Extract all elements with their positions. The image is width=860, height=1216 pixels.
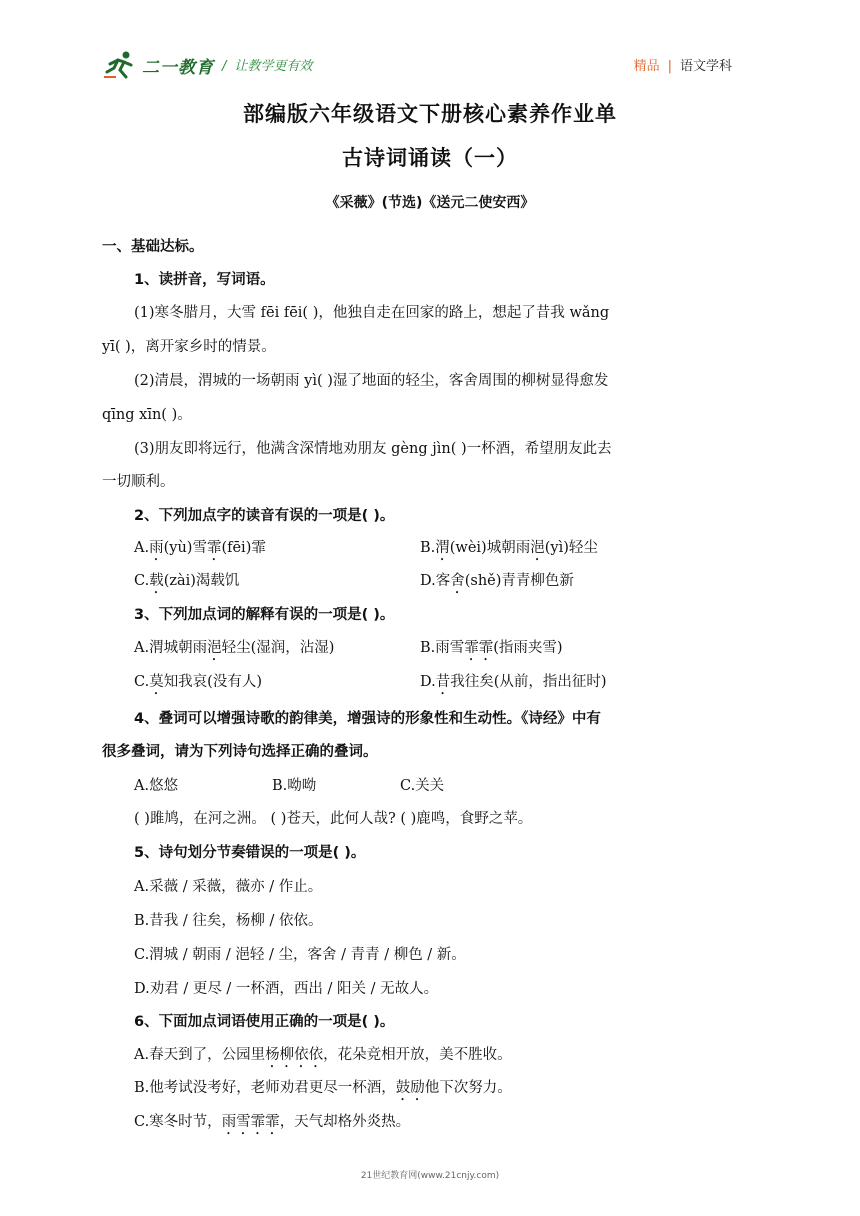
document-subtitle: 古诗词诵读（一） [342,146,518,170]
dotted-char: 渭 [435,540,450,556]
document-title: 部编版六年级语文下册核心素养作业单 [243,102,617,126]
option-text: (fēi)霏 [221,540,266,556]
slogan-text: 让教学更有效 [234,59,313,74]
option-text: 轻尘(湿润，沾湿) [221,640,335,656]
dotted-char: 浥 [207,640,222,656]
q4-option-a: A.悠悠 [134,778,179,794]
q3-option-c [134,670,262,698]
brand-logo [104,50,214,80]
option-text: ，天气却格外炎热。 [279,1114,411,1130]
q1-sentence-2a: (2)清晨，渭城的一场朝雨 yì( )湿了地面的轻尘，客舍周围的柳树显得愈发 [134,373,609,389]
option-text: (yù)雪 [163,540,207,556]
option-text: D.客 [420,573,451,589]
page-header [0,0,860,90]
logo-text: 二一教育 [142,57,214,78]
q5-option-a: A.采薇 / 采薇，薇亦 / 作止。 [134,879,323,895]
option-text: B.雨雪 [420,640,465,656]
option-text: 劝君更尽一杯酒 [279,1080,382,1096]
option-text: A.渭城朝雨 [134,640,208,656]
option-text: A. [134,540,150,556]
q3-option-a [134,636,334,664]
q6-option-b [134,1076,512,1104]
question-4-title-line1: 4、叠词可以增强诗歌的韵律美，增强诗的形象性和生动性。《诗经》中有 [134,711,601,727]
q2-option-a [134,536,266,564]
q4-option-c: C.关关 [400,778,445,794]
question-3-title: 3、下列加点词的解释有误的一项是( )。 [134,607,395,623]
option-text: A.春天到了，公园里 [134,1047,266,1063]
poem-titles: 《采薇》(节选)《送元二使安西》 [325,195,535,211]
question-2-title: 2、下列加点字的读音有误的一项是( )。 [134,508,395,524]
header-right [634,55,732,74]
option-text: (yì)轻尘 [544,540,598,556]
header-divider: | [667,59,672,74]
option-text: 知我哀(没有人) [163,674,263,690]
option-text: C.寒冬时节， [134,1114,222,1130]
option-text: ，花朵竞相开放，美不胜收。 [323,1047,512,1063]
q1-sentence-1a: (1)寒冬腊月，大雪 fēi fēi( )，他独自走在回家的路上，想起了昔我 wǎng [134,305,610,321]
dotted-char: 载 [149,573,164,589]
dotted-char: 霏霏 [464,640,494,656]
option-text: 他下次努力。 [424,1080,512,1096]
slogan [222,55,312,74]
slogan-slash: / [222,59,227,74]
q4-option-b: B.呦呦 [272,778,317,794]
dotted-phrase: 鼓励 [395,1080,425,1096]
page-footer: 21世纪教育网(www.21cnjy.com) [360,1171,500,1181]
option-text: ， [381,1080,396,1096]
option-text: C. [134,573,150,589]
option-text: C. [134,674,150,690]
option-text: (wèi)城朝雨 [449,540,531,556]
question-1-title: 1、读拼音，写词语。 [134,272,275,288]
subject-label: 语文学科 [679,59,732,74]
option-text: 我往矣(从前，指出征时) [450,674,607,690]
dotted-char: 浥 [530,540,545,556]
dotted-phrase: 杨柳依依 [265,1047,324,1063]
option-text: (shě)青青柳色新 [464,573,574,589]
q1-sentence-2b: qīng xīn( )。 [102,407,192,423]
dotted-char: 雨 [149,540,164,556]
question-6-title: 6、下面加点词语使用正确的一项是( )。 [134,1014,395,1030]
q1-sentence-1b: yī( )，离开家乡时的情景。 [102,339,276,355]
section-heading: 一、基础达标。 [102,239,204,255]
q2-option-d [420,569,574,597]
q5-option-c: C.渭城 / 朝雨 / 浥轻 / 尘，客舍 / 青青 / 柳色 / 新。 [134,947,466,963]
q3-option-d [420,670,607,698]
option-text: D. [420,674,436,690]
question-4-title-line2: 很多叠词，请为下列诗句选择正确的叠词。 [102,744,378,760]
q6-option-a [134,1043,512,1071]
dotted-char: 莫 [149,674,164,690]
runner-logo-icon [104,50,138,80]
q2-option-b [420,536,598,564]
q1-sentence-3b: 一切顺利。 [102,474,175,490]
dotted-char: 舍 [450,573,465,589]
q3-option-b [420,636,563,664]
q5-option-d: D.劝君 / 更尽 / 一杯酒，西出 / 阳关 / 无故人。 [134,981,439,997]
q6-option-c [134,1110,410,1138]
q4-blanks: ( )雎鸠，在河之洲。 ( )苍天，此何人哉? ( )鹿鸣，食野之苹。 [134,811,533,827]
dotted-phrase: 雨雪霏霏 [221,1114,280,1130]
option-text: (zài)渴载饥 [163,573,240,589]
dotted-char: 昔 [435,674,451,690]
option-text: B. [420,540,436,556]
q1-sentence-3a: (3)朋友即将远行，他满含深情地劝朋友 gèng jìn( )一杯酒，希望朋友此去 [134,441,612,457]
option-text: (指雨夹雪) [493,640,563,656]
question-5-title: 5、诗句划分节奏错误的一项是( )。 [134,845,366,861]
q2-option-c [134,569,239,597]
option-text: B.他考试没考好，老师 [134,1080,280,1096]
dotted-char: 霏 [206,540,222,556]
q5-option-b: B.昔我 / 往矣，杨柳 / 依依。 [134,913,323,929]
quality-badge: 精品 [633,59,660,74]
